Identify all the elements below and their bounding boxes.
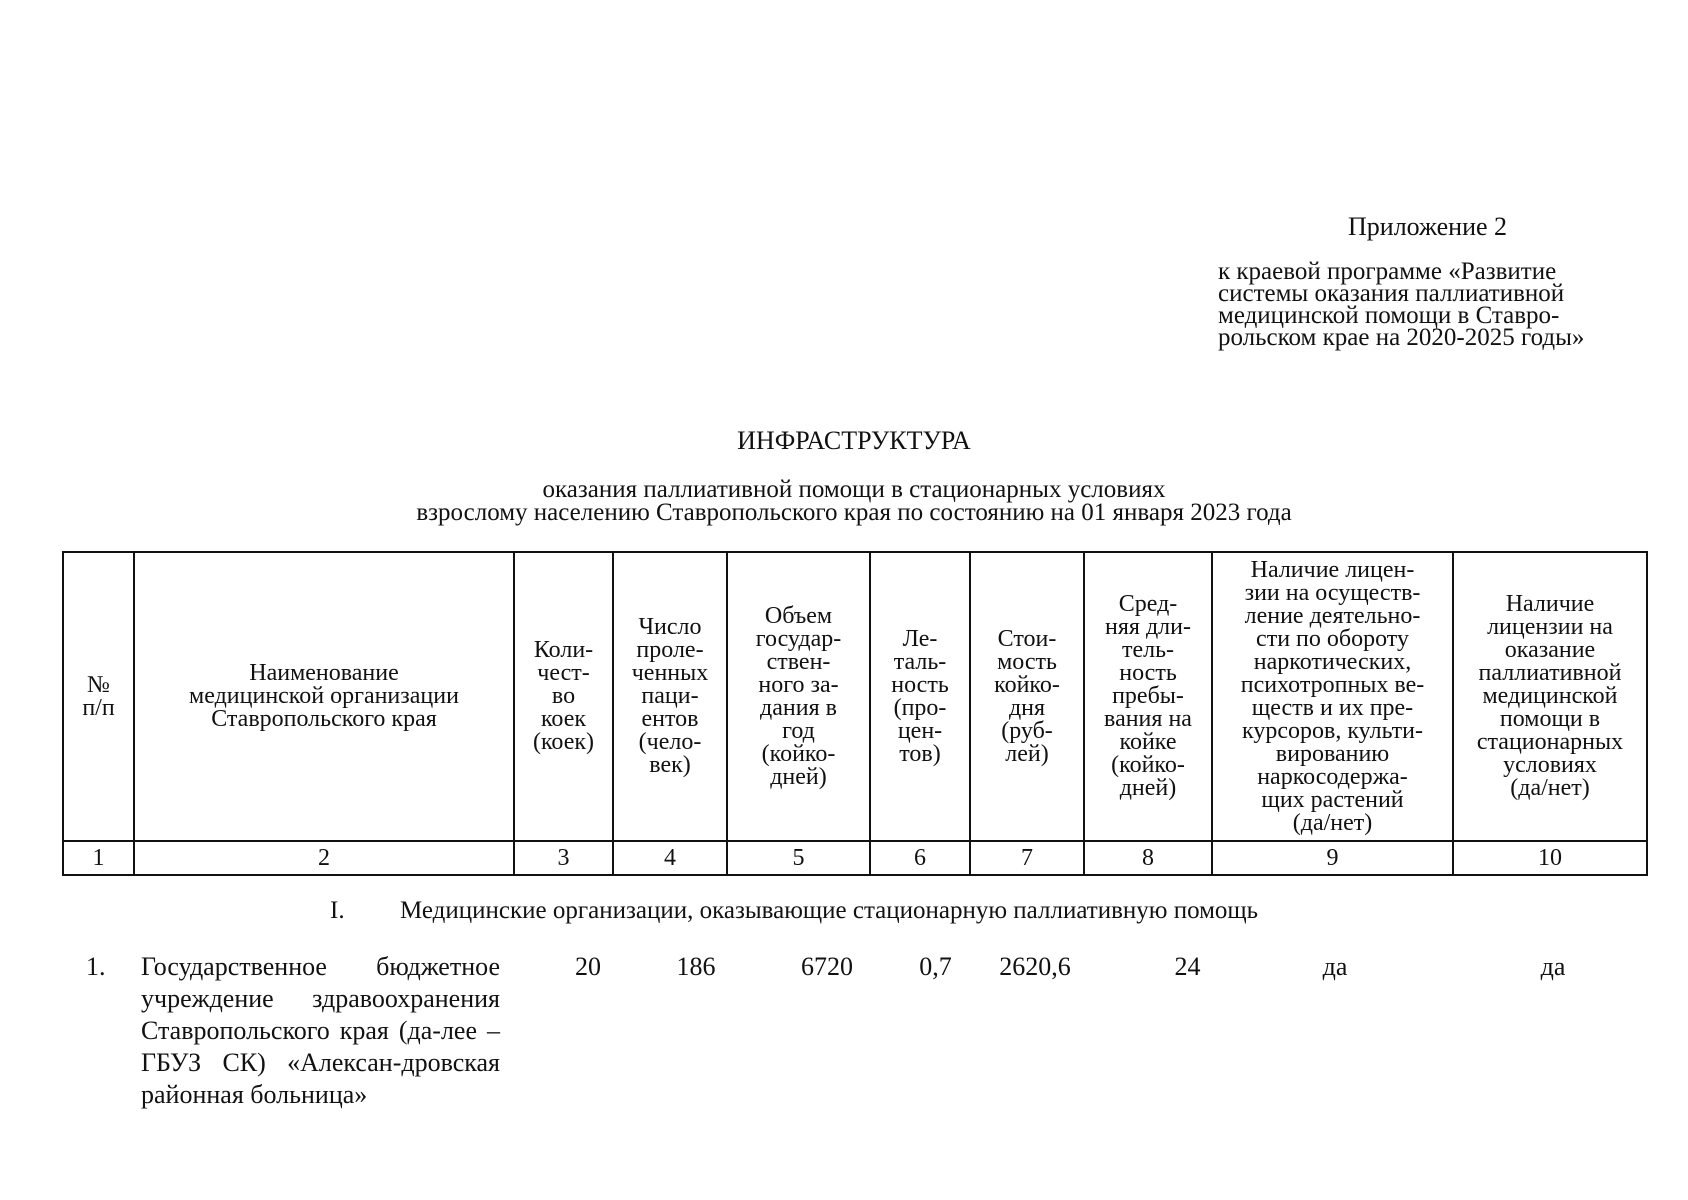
volume-value: 6720: [801, 952, 853, 981]
header-cell-license-palliative: Наличие лицензии на оказание паллиативной медицинской помощи в стационарных условиях (да/нет): [1453, 552, 1647, 841]
column-number: 9: [1212, 841, 1453, 875]
row-number: 1.: [86, 952, 106, 981]
header-cell-avg-stay: Сред- няя дли- тель- ность пребы- вания на койке (койко- дней): [1084, 552, 1212, 841]
header-cell-num: № п/п: [63, 552, 134, 841]
license-narcotics-value: да: [1322, 952, 1348, 981]
table-header-row: [63, 552, 1647, 841]
license-palliative-value: да: [1540, 952, 1566, 981]
header-cell-license-narcotics: Наличие лицен- зии на осуществ- ление деятельно- сти по обороту наркотических, психотропных ве- ществ и их пре- курсоров, культи- вированию наркосодержа- щих растений (да/нет): [1212, 552, 1453, 841]
header-cell-cost: Стои- мость койко- дня (руб- лей): [970, 552, 1084, 841]
column-number: 2: [134, 841, 514, 875]
column-number: 6: [870, 841, 970, 875]
appendix-reference: к краевой программе «Развитие системы оказания паллиативной медицинской помощи в Ставро- pольском крае на 2020-2025 годы»: [1218, 258, 1585, 351]
document-title: ИНФРАСТРУКТУРА: [737, 426, 971, 455]
header-cell-beds: Коли- чест- во коек (коек): [514, 552, 613, 841]
avg-stay-value: 24: [1174, 952, 1201, 981]
organization-name: Государственное бюджетное учреждение здравоохранения Ставропольского края (да-лее – ГБУЗ СК) «Алексан-дровская районная больница»: [141, 952, 500, 1109]
column-number: 10: [1453, 841, 1647, 875]
cost-value: 2620,6: [999, 952, 1071, 981]
column-number: 5: [727, 841, 870, 875]
appendix-title: Приложение 2: [1348, 212, 1508, 241]
document-subtitle: оказания паллиативной помощи в стационарных условиях взрослому населению Ставропольского края по состоянию на 01 января 2023 года: [416, 476, 1292, 526]
header-cell-mortality: Ле- таль- ность (про- цен- тов): [870, 552, 970, 841]
column-number: 3: [514, 841, 613, 875]
patients-value: 186: [676, 952, 716, 981]
header-cell-name: Наименование медицинской организации Ставропольского края: [134, 552, 514, 841]
column-number: 7: [970, 841, 1084, 875]
infrastructure-table: [62, 551, 1648, 876]
column-number-row: [63, 841, 1647, 875]
header-cell-patients: Число проле- ченных паци- ентов (чело- век): [613, 552, 727, 841]
beds-value: 20: [575, 952, 601, 981]
column-number: 4: [613, 841, 727, 875]
section-number: I.: [330, 897, 345, 924]
column-number: 1: [63, 841, 134, 875]
section-title: Медицинские организации, оказывающие стационарную паллиативную помощь: [400, 897, 1259, 924]
mortality-value: 0,7: [919, 952, 952, 981]
column-number: 8: [1084, 841, 1212, 875]
header-cell-volume: Объем государ- ствен- ного за- дания в год (койко- дней): [727, 552, 870, 841]
